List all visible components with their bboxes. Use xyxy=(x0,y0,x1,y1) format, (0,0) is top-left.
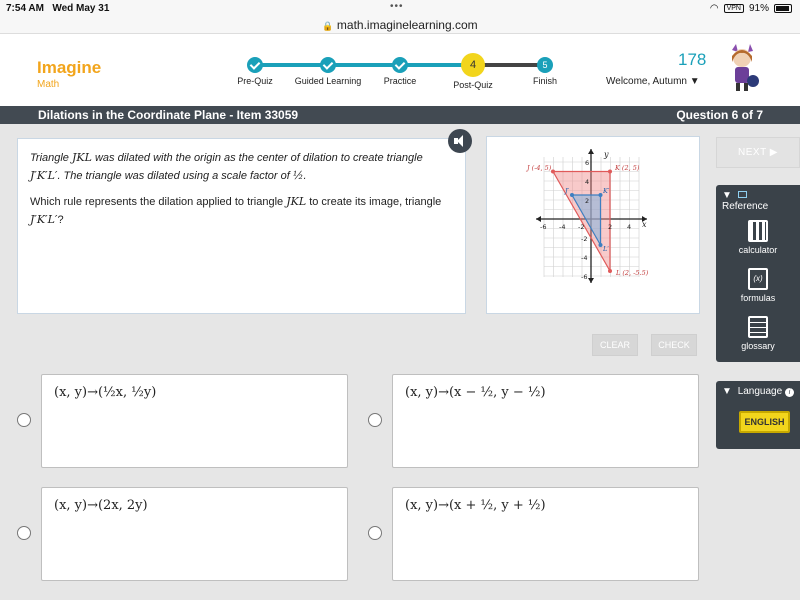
label-j: J (-4, 5) xyxy=(527,164,552,172)
step-prequiz-node[interactable] xyxy=(247,57,263,73)
check-button[interactable]: CHECK xyxy=(651,334,697,356)
brand-subtitle: Math xyxy=(37,79,60,90)
coordinate-plane xyxy=(487,137,701,315)
step-label-practice: Practice xyxy=(383,76,417,86)
reference-panel xyxy=(716,185,800,362)
label-k: K (2, 5) xyxy=(615,164,640,172)
battery-percent: 91% xyxy=(748,3,769,14)
question-paragraph-2: Which rule represents the dilation applied to triangle JKL to create its image, triangle J′K′L′? xyxy=(30,195,442,226)
url-bar[interactable] xyxy=(0,18,800,34)
x-tick: -4 xyxy=(559,223,566,231)
answer-option-4[interactable]: (x, y)→(x + ½, y + ½) xyxy=(392,487,699,581)
status-time: 7:54 AM Wed May 31 xyxy=(6,3,110,14)
english-button[interactable]: ENGLISH xyxy=(739,411,790,433)
y-tick: 2 xyxy=(585,197,590,205)
next-button[interactable]: NEXT ▶ xyxy=(716,137,800,168)
question-counter: Question 6 of 7 xyxy=(676,108,763,122)
step-guided-node[interactable] xyxy=(320,57,336,73)
label-jp: J′ xyxy=(565,187,570,195)
wifi-icon: ◠ xyxy=(709,3,719,14)
step-label-finish: Finish xyxy=(532,76,557,86)
answer-option-3[interactable]: (x, y)→(2x, 2y) xyxy=(41,487,348,581)
calculator-tool[interactable]: calculator xyxy=(716,216,800,264)
brand-logo[interactable] xyxy=(37,58,101,90)
formulas-icon: (x) xyxy=(748,268,768,290)
lock-icon: 🔒 xyxy=(322,21,334,31)
y-tick: -6 xyxy=(581,273,588,281)
question-panel xyxy=(17,138,466,314)
welcome-menu[interactable]: Welcome, Autumn ▼ xyxy=(606,76,700,87)
collapse-triangle-icon: ▼ xyxy=(722,386,732,397)
status-icons xyxy=(710,3,792,14)
axis-label-y: y xyxy=(604,150,609,159)
speaker-icon[interactable] xyxy=(448,129,472,153)
collapse-triangle-icon: ▼ xyxy=(722,190,732,201)
graph-panel xyxy=(486,136,700,314)
battery-icon xyxy=(774,4,792,13)
label-l: L (2, -5.5) xyxy=(616,269,649,277)
reference-header[interactable]: ▼ Reference xyxy=(722,190,769,212)
app-header xyxy=(0,34,800,106)
x-tick: 4 xyxy=(627,223,632,231)
y-tick: -4 xyxy=(581,254,588,262)
vpn-badge: VPN xyxy=(724,4,744,13)
multitasking-dots[interactable]: ••• xyxy=(390,1,404,12)
step-finish-node[interactable]: 5 xyxy=(537,57,553,73)
score-counter: 178 xyxy=(678,50,707,69)
step-practice-node[interactable] xyxy=(392,57,408,73)
axis-label-x: x xyxy=(642,220,647,229)
lesson-title-bar xyxy=(0,106,800,124)
y-tick: 6 xyxy=(585,159,590,167)
url-text: math.imaginelearning.com xyxy=(336,18,478,32)
answer-option-2[interactable]: (x, y)→(x − ½, y − ½) xyxy=(392,374,699,468)
x-tick: -6 xyxy=(540,223,547,231)
answer-radio-1[interactable] xyxy=(17,413,31,427)
step-label-prequiz: Pre-Quiz xyxy=(237,76,273,86)
answer-option-1[interactable]: (x, y)→(½x, ½y) xyxy=(41,374,348,468)
calculator-icon xyxy=(748,220,768,242)
x-tick: -2 xyxy=(578,223,585,231)
status-bar xyxy=(0,0,800,18)
avatar[interactable] xyxy=(722,42,762,92)
glossary-tool[interactable]: glossary xyxy=(716,312,800,360)
glossary-icon xyxy=(748,316,768,338)
label-kp: K′ xyxy=(603,187,610,195)
answer-radio-4[interactable] xyxy=(368,526,382,540)
x-tick: 2 xyxy=(608,223,613,231)
step-postquiz-node[interactable]: 4 xyxy=(461,53,485,77)
progress-track-done xyxy=(255,63,473,67)
step-label-postquiz: Post-Quiz xyxy=(453,80,493,90)
language-header[interactable]: ▼ Language i xyxy=(716,381,800,401)
clear-button[interactable]: CLEAR xyxy=(592,334,638,356)
info-icon[interactable]: i xyxy=(785,388,794,397)
book-icon xyxy=(738,191,747,198)
step-label-guided: Guided Learning xyxy=(294,76,362,86)
answer-radio-3[interactable] xyxy=(17,526,31,540)
lesson-title: Dilations in the Coordinate Plane - Item 33059 xyxy=(38,108,299,122)
formulas-tool[interactable]: (x) formulas xyxy=(716,264,800,312)
answer-radio-2[interactable] xyxy=(368,413,382,427)
question-paragraph-1: Triangle JKL was dilated with the origin as the center of dilation to create triangle J′K′L′. The triangle was dilated using a scale factor of ½. xyxy=(30,151,423,182)
label-lp: L′ xyxy=(603,245,609,253)
y-tick: 4 xyxy=(585,178,590,186)
y-tick: -2 xyxy=(581,235,588,243)
brand-name: Imagine xyxy=(37,58,102,77)
